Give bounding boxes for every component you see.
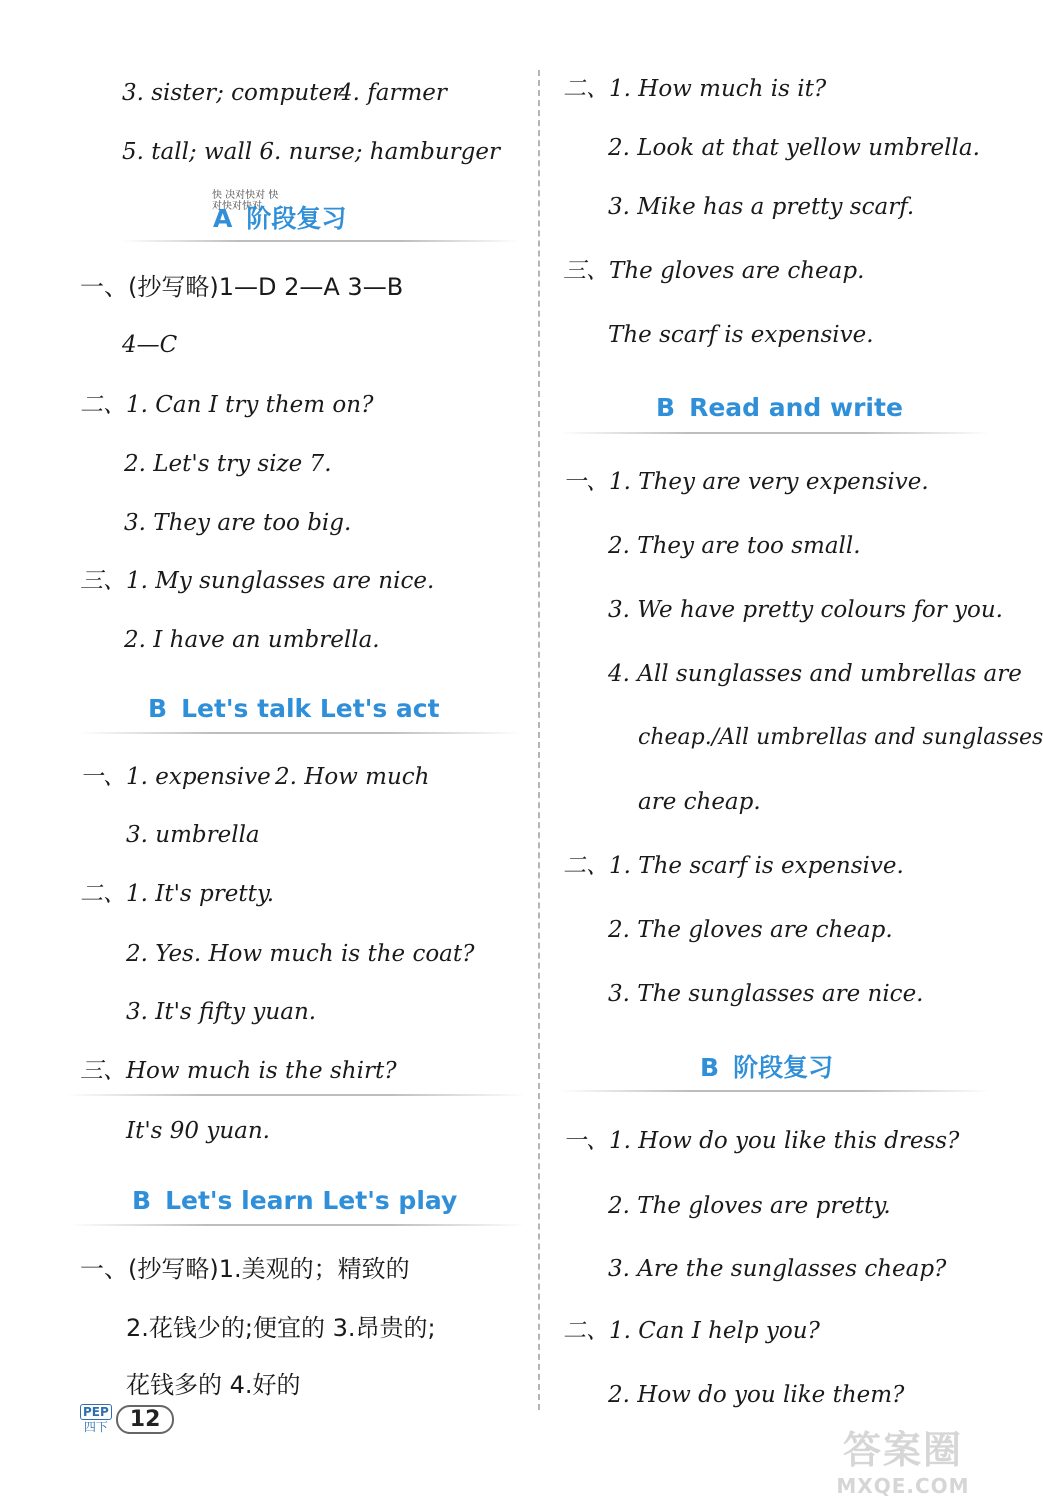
page-footer xyxy=(80,1404,174,1434)
section-heading-b-read xyxy=(656,392,903,424)
section-heading-b-learn xyxy=(132,1185,457,1217)
answer-line: 2. Let's try size 7. xyxy=(124,451,332,477)
watermark-text: 答案圈 xyxy=(842,1427,963,1472)
answer-line: 3. umbrella xyxy=(126,822,260,848)
answer-line: 二、1. Can I try them on? xyxy=(80,392,374,418)
section-title: Let's talk Let's act xyxy=(181,694,440,723)
answer-line: 3. The sunglasses are nice. xyxy=(608,981,924,1007)
section-title: 阶段复习 xyxy=(733,1053,834,1082)
answer-line: 2. How do you like them? xyxy=(608,1382,905,1408)
answer-line: 2.花钱少的;便宜的 3.昂贵的; xyxy=(126,1314,436,1342)
answer-line: 三、The gloves are cheap. xyxy=(563,258,865,284)
answer-line: 4. All sunglasses and umbrellas are xyxy=(608,661,1022,687)
answer-line: are cheap. xyxy=(638,789,761,815)
answer-line: 3. It's fifty yuan. xyxy=(126,999,317,1025)
answer-line: 2. How much xyxy=(275,764,430,790)
section-heading-b-talk xyxy=(148,693,440,725)
heading-rule xyxy=(560,1090,990,1092)
answer-line: 二、1. Can I help you? xyxy=(563,1318,820,1344)
section-title: 阶段复习 xyxy=(246,204,347,233)
section-title: Let's learn Let's play xyxy=(165,1186,458,1215)
answer-line: 4. farmer xyxy=(338,80,447,106)
scribble-note: 快 决对快对 快对快对快对 xyxy=(212,190,279,212)
answer-line: 2. I have an umbrella. xyxy=(124,627,380,653)
answer-line: 2. Look at that yellow umbrella. xyxy=(608,135,980,161)
answer-line: 2. They are too small. xyxy=(608,533,861,559)
answer-line: 一、1. How do you like this dress? xyxy=(563,1128,960,1154)
answer-line: 一、1. expensive xyxy=(80,764,271,790)
heading-rule xyxy=(70,1224,525,1226)
section-heading-b-review xyxy=(700,1052,833,1084)
heading-rule xyxy=(120,240,520,242)
section-letter: B xyxy=(700,1053,720,1082)
section-heading-a-review xyxy=(213,203,346,235)
heading-rule xyxy=(560,432,990,434)
answer-line: 2. The gloves are cheap. xyxy=(608,917,893,943)
answer-line: 4—C xyxy=(122,332,178,358)
answer-line: 花钱多的 4.好的 xyxy=(126,1371,301,1399)
answer-line: The scarf is expensive. xyxy=(608,322,874,348)
column-divider xyxy=(538,70,540,1410)
answer-line: 二、1. How much is it? xyxy=(563,76,827,102)
answer-line: It's 90 yuan. xyxy=(126,1118,270,1144)
section-title: Read and write xyxy=(689,393,903,422)
watermark-url: MXQE.COM xyxy=(836,1473,970,1498)
watermark xyxy=(818,1418,988,1498)
answer-line: 一、(抄写略)1—D 2—A 3—B xyxy=(80,273,404,301)
answer-line: 一、(抄写略)1.美观的；精致的 xyxy=(80,1255,410,1283)
grade-label: 四下 xyxy=(83,1420,108,1434)
answer-line: 3. Are the sunglasses cheap? xyxy=(608,1256,947,1282)
answer-line: 2. The gloves are pretty. xyxy=(608,1193,891,1219)
answer-line: 二、1. The scarf is expensive. xyxy=(563,853,904,879)
answer-line: 3. sister; computer xyxy=(122,80,344,106)
section-letter: B xyxy=(132,1186,152,1215)
answer-line: 2. Yes. How much is the coat? xyxy=(126,941,475,967)
answer-line: 3. They are too big. xyxy=(124,510,352,536)
section-letter: A xyxy=(213,204,233,233)
answer-line: cheap./All umbrellas and sunglasses xyxy=(638,725,1043,750)
answer-line: 5. tall; wall 6. nurse; hamburger xyxy=(122,139,500,165)
answer-line: 3. We have pretty colours for you. xyxy=(608,597,1003,623)
page-number: 12 xyxy=(116,1405,175,1434)
answer-line: 三、1. My sunglasses are nice. xyxy=(80,568,435,594)
heading-rule xyxy=(80,732,520,734)
section-letter: B xyxy=(656,393,676,422)
separator-rule xyxy=(66,1094,526,1096)
answer-line: 一、1. They are very expensive. xyxy=(563,469,929,495)
answer-line: 二、1. It's pretty. xyxy=(80,881,275,907)
answer-line: 三、How much is the shirt? xyxy=(80,1058,397,1084)
answer-line: 3. Mike has a pretty scarf. xyxy=(608,194,915,220)
edition-badge xyxy=(80,1404,112,1434)
section-letter: B xyxy=(148,694,168,723)
edition-label: PEP xyxy=(80,1404,112,1420)
